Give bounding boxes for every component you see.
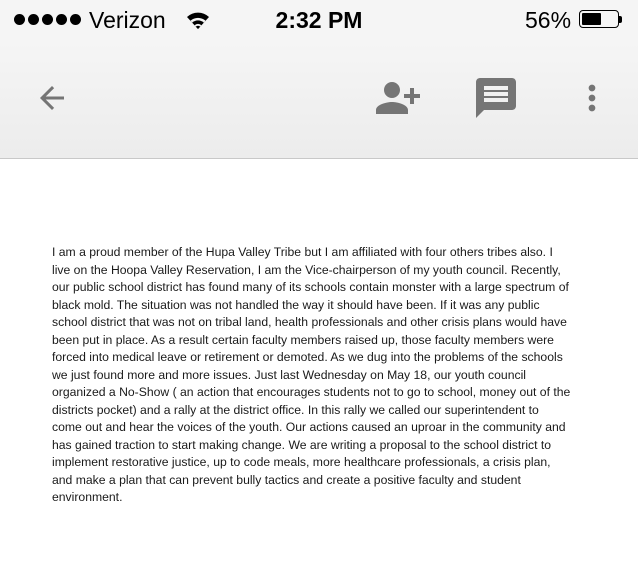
battery-percent: 56%	[525, 7, 572, 33]
carrier-name: Verizon	[89, 7, 166, 33]
more-vert-icon[interactable]	[568, 74, 616, 122]
back-arrow-icon[interactable]	[28, 74, 76, 122]
app-toolbar	[0, 42, 638, 159]
clock: 2:32 PM	[275, 7, 363, 33]
status-bar	[0, 0, 638, 42]
battery-icon	[579, 10, 623, 30]
add-person-icon[interactable]	[374, 74, 422, 122]
comment-icon[interactable]	[472, 74, 520, 122]
document-body: I am a proud member of the Hupa Valley Tribe but I am affiliated with four others tribes also. I live on the Hoopa Valley Reservation, I am the Vice-chairperson of my youth council. Recently, our public school district has found many of its schools contain monster with a large spectrum of black mold. The situation was not handled the way it should have been. If it was any public school district that was not on tribal land, health professionals and other crisis plans would have been put in place. As a result certain faculty members raised up, those faculty members were forced into medical leave or retirement or demoted. As we dug into the problems of the schools we just found more and more issues. Just last Wednesday on May 18, our youth council organized a No-Show ( an action that encourages students not to go to school, money out of the districts pocket) and a rally at the district office. In this rally we called our superintendent to come out and hear the voices of the youth. Our actions caused an uproar in the community and has gained traction to start making change. We are writing a proposal to the school district to implement restorative justice, up to code meals, more healthcare professionals, a crisis plan, and make a plan that can prevent bully tactics and create a positive faculty and student environment.	[52, 245, 571, 504]
